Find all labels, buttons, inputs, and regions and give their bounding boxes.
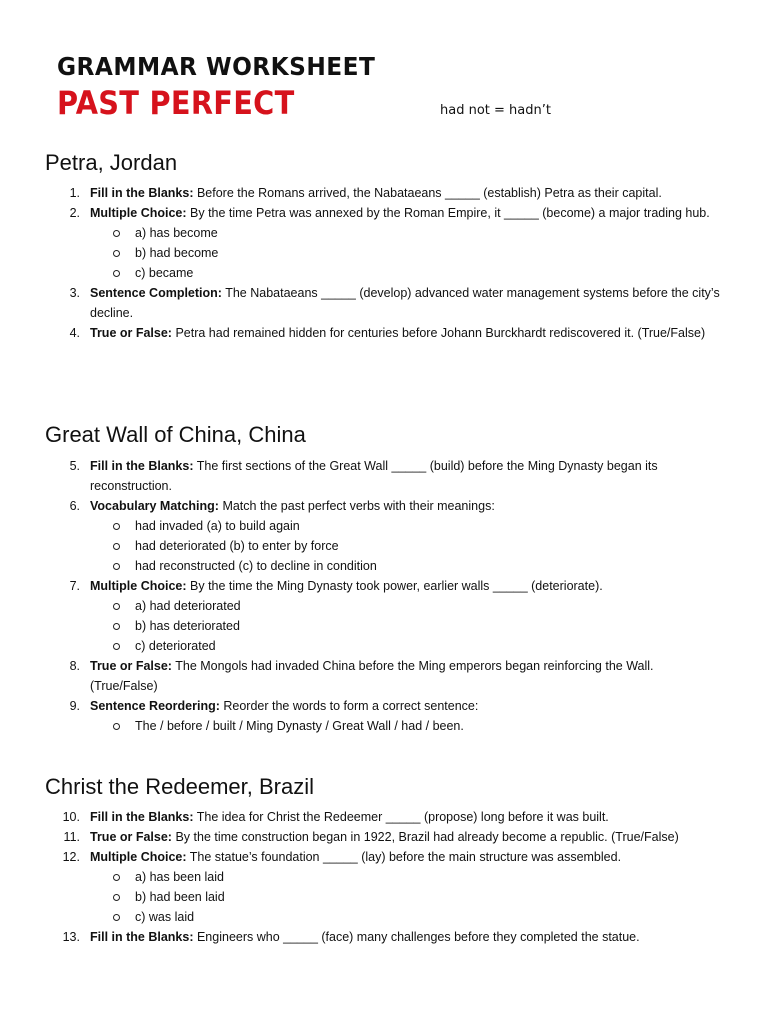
section-title: Christ the Redeemer, Brazil	[45, 774, 314, 799]
question-type-label: Multiple Choice:	[90, 206, 187, 220]
circle-bullet-icon	[113, 723, 120, 730]
option-item	[0, 716, 768, 736]
question-text	[90, 203, 720, 223]
option-item	[0, 636, 768, 656]
question-number: 9.	[69, 699, 80, 713]
question-list	[0, 456, 768, 736]
question-text	[90, 323, 720, 343]
option-text: b) had been laid	[135, 890, 225, 904]
question-prompt: Match the past perfect verbs with their meanings:	[218, 499, 495, 513]
question-prompt: By the time Petra was annexed by the Roman Empire, it _____ (become) a major trading hub.	[186, 206, 710, 220]
option-item	[0, 887, 768, 907]
question-type-label: Fill in the Blanks:	[90, 459, 194, 473]
circle-bullet-icon	[113, 603, 120, 610]
circle-bullet-icon	[113, 230, 120, 237]
question-type-label: Sentence Completion:	[90, 286, 222, 300]
question-prompt: Reorder the words to form a correct sentence:	[219, 699, 479, 713]
option-text: had deteriorated (b) to enter by force	[135, 539, 339, 553]
option-text: a) has become	[135, 226, 218, 240]
question-item	[0, 456, 768, 496]
question-item	[0, 847, 768, 927]
worksheet-subtitle: PAST PERFECT	[57, 84, 295, 122]
question-number: 1.	[69, 186, 80, 200]
option-list	[0, 716, 768, 736]
option-item	[0, 223, 768, 243]
question-prompt: The statue’s foundation _____ (lay) before the main structure was assembled.	[186, 850, 622, 864]
question-item	[0, 323, 768, 343]
question-number: 12.	[62, 850, 80, 864]
question-type-label: True or False:	[90, 830, 172, 844]
question-type-label: Vocabulary Matching:	[90, 499, 219, 513]
question-text	[90, 827, 720, 847]
question-number: 3.	[69, 286, 80, 300]
question-text	[90, 807, 720, 827]
question-item	[0, 203, 768, 283]
option-item	[0, 263, 768, 283]
question-number: 8.	[69, 659, 80, 673]
option-item	[0, 243, 768, 263]
option-list	[0, 867, 768, 927]
option-item	[0, 616, 768, 636]
question-item	[0, 696, 768, 736]
question-number: 13.	[62, 930, 80, 944]
option-text: a) had deteriorated	[135, 599, 241, 613]
question-prompt: The first sections of the Great Wall _____ (build) before the Ming Dynasty began its reconstruction.	[90, 459, 658, 493]
circle-bullet-icon	[113, 563, 120, 570]
question-list	[0, 807, 768, 947]
option-list	[0, 223, 768, 283]
question-text	[90, 183, 720, 203]
circle-bullet-icon	[113, 894, 120, 901]
option-text: c) was laid	[135, 910, 195, 924]
question-text	[90, 576, 720, 596]
option-item	[0, 867, 768, 887]
question-text	[90, 696, 720, 716]
question-item	[0, 183, 768, 203]
question-text	[90, 847, 720, 867]
question-text	[90, 927, 720, 947]
question-prompt: By the time the Ming Dynasty took power, earlier walls _____ (deteriorate).	[186, 579, 603, 593]
circle-bullet-icon	[113, 643, 120, 650]
worksheet-title: GRAMMAR WORKSHEET	[57, 52, 376, 81]
question-text	[90, 456, 720, 496]
circle-bullet-icon	[113, 874, 120, 881]
question-prompt: By the time construction began in 1922, Brazil had already become a republic. (True/False)	[171, 830, 679, 844]
option-text: c) became	[135, 266, 194, 280]
question-prompt: The Nabataeans _____ (develop) advanced water management systems before the city’s decline.	[90, 286, 720, 320]
question-type-label: True or False:	[90, 659, 172, 673]
question-item	[0, 927, 768, 947]
option-text: had reconstructed (c) to decline in condition	[135, 559, 377, 573]
question-number: 7.	[69, 579, 80, 593]
question-prompt: The idea for Christ the Redeemer _____ (propose) long before it was built.	[193, 810, 609, 824]
circle-bullet-icon	[113, 623, 120, 630]
option-list	[0, 596, 768, 656]
section-title: Petra, Jordan	[45, 150, 178, 175]
question-type-label: Multiple Choice:	[90, 850, 187, 864]
contraction-note: had not = hadn’t	[440, 103, 551, 118]
option-list	[0, 516, 768, 576]
option-item	[0, 556, 768, 576]
question-prompt: The Mongols had invaded China before the Ming emperors began reinforcing the Wall. (True/False)	[90, 659, 654, 693]
question-number: 5.	[69, 459, 80, 473]
question-text	[90, 283, 720, 323]
option-text: c) deteriorated	[135, 639, 216, 653]
circle-bullet-icon	[113, 270, 120, 277]
circle-bullet-icon	[113, 914, 120, 921]
question-prompt: Engineers who _____ (face) many challenges before they completed the statue.	[193, 930, 640, 944]
option-text: The / before / built / Ming Dynasty / Great Wall / had / been.	[135, 719, 464, 733]
question-list	[0, 183, 768, 343]
question-number: 2.	[69, 206, 80, 220]
question-type-label: Fill in the Blanks:	[90, 810, 194, 824]
question-prompt: Before the Romans arrived, the Nabataeans _____ (establish) Petra as their capital.	[193, 186, 662, 200]
question-number: 10.	[62, 810, 80, 824]
option-text: had invaded (a) to build again	[135, 519, 300, 533]
question-number: 11.	[63, 830, 80, 844]
question-type-label: Fill in the Blanks:	[90, 930, 194, 944]
question-item	[0, 656, 768, 696]
question-item	[0, 283, 768, 323]
question-type-label: True or False:	[90, 326, 172, 340]
circle-bullet-icon	[113, 250, 120, 257]
question-type-label: Fill in the Blanks:	[90, 186, 194, 200]
question-item	[0, 576, 768, 656]
option-text: b) has deteriorated	[135, 619, 240, 633]
question-item	[0, 807, 768, 827]
question-item	[0, 827, 768, 847]
question-item	[0, 496, 768, 576]
question-type-label: Multiple Choice:	[90, 579, 187, 593]
section-title: Great Wall of China, China	[45, 422, 306, 447]
question-type-label: Sentence Reordering:	[90, 699, 220, 713]
question-text	[90, 656, 720, 696]
question-text	[90, 496, 720, 516]
option-item	[0, 536, 768, 556]
option-text: b) had become	[135, 246, 219, 260]
question-number: 4.	[69, 326, 80, 340]
option-item	[0, 596, 768, 616]
option-text: a) has been laid	[135, 870, 224, 884]
question-prompt: Petra had remained hidden for centuries before Johann Burckhardt rediscovered it. (True/False)	[171, 326, 706, 340]
question-number: 6.	[69, 499, 80, 513]
circle-bullet-icon	[113, 543, 120, 550]
option-item	[0, 516, 768, 536]
circle-bullet-icon	[113, 523, 120, 530]
option-item	[0, 907, 768, 927]
